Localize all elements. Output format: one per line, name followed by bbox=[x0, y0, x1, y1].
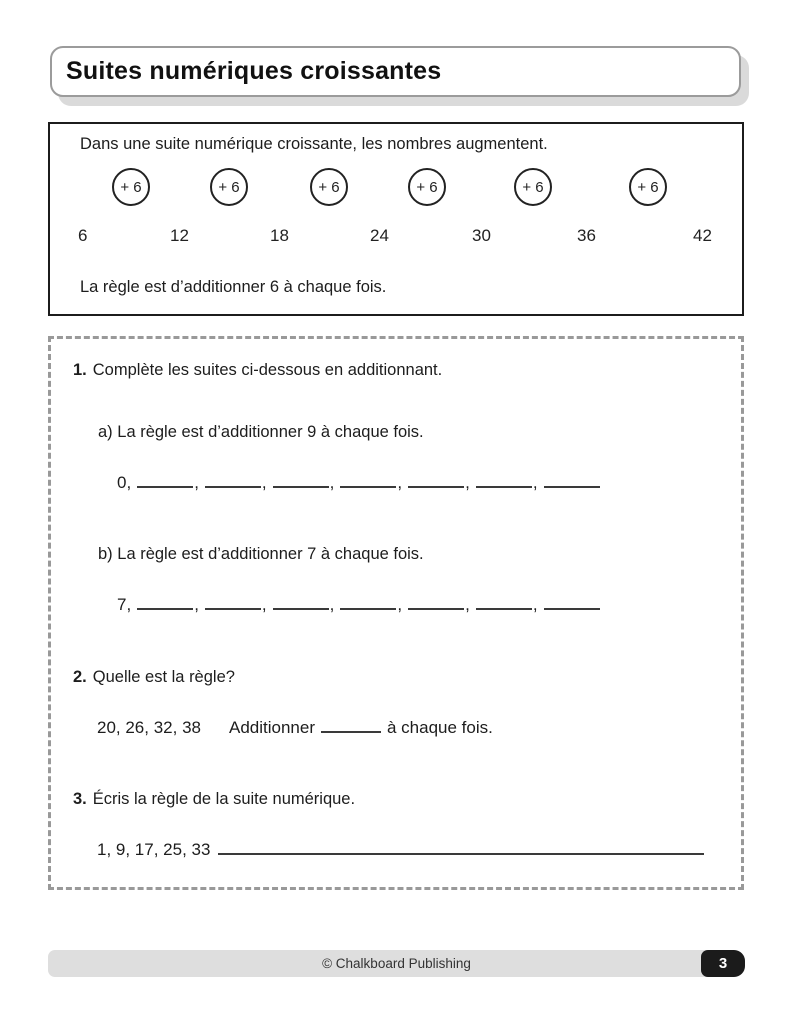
example-rule-text: La règle est d’additionner 6 à chaque fois. bbox=[80, 278, 387, 296]
question-1b-answer-line: 7, , , , , , , bbox=[117, 595, 601, 615]
question-2-answer-prefix: Additionner bbox=[228, 718, 315, 737]
sequence-number: 30 bbox=[472, 226, 491, 245]
answer-blank bbox=[476, 596, 532, 610]
question-2-number: 2. bbox=[73, 668, 87, 686]
question-2-answer-suffix: à chaque fois. bbox=[387, 718, 493, 737]
question-2-answer-line bbox=[97, 718, 493, 738]
answer-blank bbox=[408, 474, 464, 488]
question-1b-text: La règle est d’additionner 7 à chaque fois. bbox=[117, 545, 424, 563]
answer-blank bbox=[408, 596, 464, 610]
answer-blank bbox=[544, 596, 600, 610]
plus-six-circle: + 6 bbox=[210, 168, 248, 206]
plus-six-circle: + 6 bbox=[310, 168, 348, 206]
question-1b bbox=[98, 545, 424, 564]
question-1a bbox=[98, 423, 424, 442]
question-2-sequence: 20, 26, 32, 38 bbox=[97, 718, 201, 737]
footer-bar bbox=[48, 950, 745, 977]
exercise-box bbox=[48, 336, 744, 890]
question-1-number: 1. bbox=[73, 361, 87, 379]
question-3-sequence: 1, 9, 17, 25, 33 bbox=[97, 840, 211, 859]
question-3-text: Écris la règle de la suite numérique. bbox=[92, 790, 356, 808]
question-3-blank bbox=[218, 841, 704, 855]
plus-six-circle: + 6 bbox=[629, 168, 667, 206]
question-1a-text: La règle est d’additionner 9 à chaque fois. bbox=[117, 423, 424, 441]
sequence-number: 6 bbox=[78, 226, 88, 245]
question-1b-label: b) bbox=[98, 545, 113, 563]
question-1 bbox=[73, 361, 442, 380]
question-1a-label: a) bbox=[98, 423, 113, 441]
question-3-number: 3. bbox=[73, 790, 87, 808]
question-3 bbox=[73, 790, 355, 809]
sequence-number: 12 bbox=[170, 226, 189, 245]
question-2 bbox=[73, 668, 235, 687]
question-2-text: Quelle est la règle? bbox=[92, 668, 235, 686]
example-intro-text: Dans une suite numérique croissante, les nombres augmentent. bbox=[80, 135, 548, 153]
answer-blank bbox=[340, 474, 396, 488]
answer-blank bbox=[544, 474, 600, 488]
sequence-number: 18 bbox=[270, 226, 289, 245]
page-title: Suites numériques croissantes bbox=[66, 57, 442, 85]
answer-blank bbox=[340, 596, 396, 610]
answer-blank bbox=[273, 474, 329, 488]
answer-blank bbox=[205, 596, 261, 610]
answer-blank bbox=[137, 596, 193, 610]
example-box bbox=[48, 122, 744, 316]
answer-blank bbox=[205, 474, 261, 488]
question-1-text: Complète les suites ci-dessous en additionnant. bbox=[92, 361, 443, 379]
sequence-number: 24 bbox=[370, 226, 389, 245]
question-1a-answer-line: 0, , , , , , , bbox=[117, 473, 601, 493]
page-number-tab bbox=[701, 950, 745, 977]
sequence-number: 42 bbox=[693, 226, 712, 245]
plus-six-circle: + 6 bbox=[408, 168, 446, 206]
answer-blank bbox=[137, 474, 193, 488]
answer-blank bbox=[273, 596, 329, 610]
question-2-blank bbox=[321, 719, 381, 733]
question-3-answer-line bbox=[97, 840, 705, 860]
answer-blank bbox=[476, 474, 532, 488]
sequence-number: 36 bbox=[577, 226, 596, 245]
page-number: 3 bbox=[718, 955, 728, 972]
plus-six-circle: + 6 bbox=[112, 168, 150, 206]
worksheet-title-banner bbox=[50, 46, 741, 97]
copyright-text: © Chalkboard Publishing bbox=[322, 956, 471, 971]
plus-six-circle: + 6 bbox=[514, 168, 552, 206]
